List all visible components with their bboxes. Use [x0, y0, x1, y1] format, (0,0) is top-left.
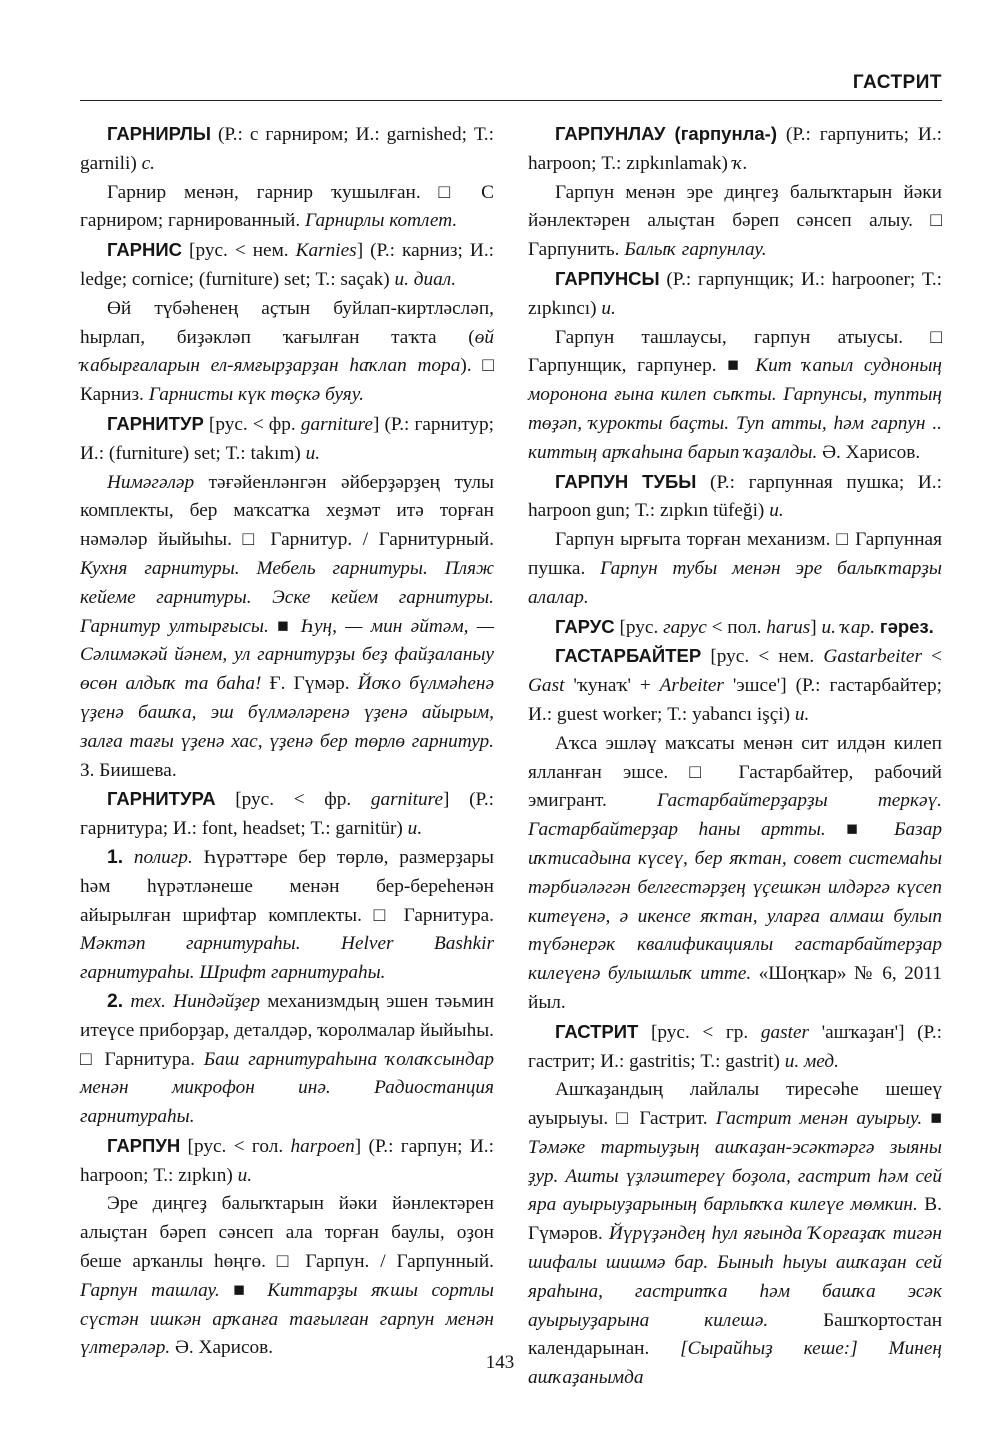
dictionary-paragraph: [528, 324, 942, 468]
dictionary-paragraph: [80, 120, 494, 179]
headword: ГАРПУНЛАУ (гарпунла-): [555, 123, 778, 144]
text-run: Һуң, — мин әйтәм, — Сәлимәкәй йәнем, ул гарнитурҙы беҙ файҙаланыу өсөн алдыҡ та баһа!: [80, 615, 494, 695]
text-run: <: [921, 646, 942, 668]
text-run: и.: [769, 500, 784, 522]
text-run: 2.: [107, 990, 124, 1012]
text-run: ] (Р.: карниз; И.: ledge; cornice; (furniture) set; Т.: saçak): [80, 240, 494, 290]
text-run: 1.: [107, 846, 124, 868]
text-run: Гарнисты күк төҫкә буяу.: [148, 384, 364, 406]
text-run: [Сырайһыҙ кеше:] Минең ашҡаҙанымда: [528, 1338, 942, 1389]
dictionary-paragraph: [528, 265, 942, 324]
example-marker: ■: [277, 615, 293, 637]
example-marker: ■: [930, 1108, 942, 1130]
text-run: ҡ.: [732, 152, 748, 174]
text-run: Һүрәттәре бер төрлө, размерҙары һәм һүрәтләнеше менән бер-береһенән айырылған шрифтар комплекты. □ Гарнитура.: [80, 846, 494, 926]
text-run: ]: [810, 616, 822, 638]
dictionary-paragraph: [80, 1190, 494, 1363]
dictionary-paragraph: [528, 730, 942, 1018]
text-run: Гарпун ташлаусы, гарпун атыусы. □ Гарпунщик, гарпунер.: [528, 326, 942, 377]
text-run: тех.: [123, 990, 166, 1012]
text-run: З. Биишева.: [80, 759, 177, 781]
dictionary-paragraph: [80, 469, 494, 786]
headword: ГАРПУНСЫ: [555, 267, 660, 289]
text-run: Эре диңгеҙ балыҡтарын йәки йәнлектәрен алыҫтан бәреп сәнсеп ала торған баулы, оҙон беше арҡанлы һөңгө. □ Гарпун. / Гарпунный.: [80, 1193, 494, 1273]
text-run: Гарпун ташлау.: [80, 1279, 234, 1301]
text-run: [рус.: [614, 616, 664, 638]
text-run: (Р.: гарпунщик; И.: harpooner; Т.: zıpkıncı): [528, 268, 942, 319]
running-header: [80, 64, 942, 101]
text-run: Гарпун тубы менән эре балыҡтарҙы алалар.: [528, 557, 942, 608]
text-run: Гастарбайтерҙарҙы теркәү. Гастарбайтерҙар һаны артты.: [528, 790, 942, 841]
text-run: 'ашҡаҙан'] (Р.: гастрит; И.: gastritis; Т.: gastrit): [528, 1021, 942, 1072]
text-run: механизмдың эшен тәьмин итеүсе приборҙар, деталдәр, ҡоролмалар йыйыһы. □ Гарнитура.: [80, 990, 494, 1070]
text-run: Ашҡаҙандың лайлалы тиресәһе шешеү ауырыуы. □ Гастрит.: [528, 1079, 942, 1130]
text-run: Гастрит менән ауырыу.: [715, 1108, 931, 1130]
dictionary-paragraph: [80, 844, 494, 988]
page-number: 143: [485, 1352, 515, 1373]
example-marker: ■: [727, 355, 745, 377]
text-run: garniture: [370, 789, 444, 811]
text-run: Мәктәп гарнитураһы. Helver Bashkir гарнитураһы. Шрифт гарнитураһы.: [80, 933, 494, 984]
text-run: Gastarbeiter: [823, 646, 922, 668]
text-run: Ғ. Гүмәр.: [261, 673, 358, 695]
text-run: Киттарҙы яҡшы сортлы сүстән ишкән арҡанға тағылған гарпун менән үлтерәләр.: [80, 1279, 494, 1359]
dictionary-paragraph: [528, 642, 942, 729]
headword: ГАРНИТУРА: [107, 788, 216, 810]
text-run: Йүрүҙәндең һул яғында Ҡорғаҙаҡ тигән шифалы шишмә бар. Быныһ һыуы ашҡаҙан сей яраһына, гастритҡа һәм башҡа эсәк ауырыуҙарына килешә.: [528, 1223, 942, 1331]
text-run: Arbeiter: [659, 675, 724, 697]
text-run: Йоҡо бүлмәһенә үҙенә башҡа, эш бүлмәләренә үҙенә айырым, залға тағы үҙенә хас, үҙенә бер төрлө гарнитур.: [80, 673, 495, 752]
dictionary-paragraph: [528, 1018, 942, 1077]
text-run: garniture: [300, 413, 373, 435]
text-run: ] (Р.: гарнитур; И.: (furniture) set; Т.: takım): [80, 413, 494, 464]
dictionary-paragraph: [80, 179, 494, 237]
text-run: < пол.: [706, 616, 767, 638]
text-run: Тәмәке тартыуҙың ашҡаҙан-эсәктәргә зыяны ҙур. Ашты үҙләштереү боҙола, гастрит һәм сей яра ауырыуҙарының барлыҡҡа килеүе мөмкин.: [528, 1136, 942, 1216]
dictionary-paragraph: [80, 295, 494, 410]
text-run: Ниндәйҙер: [173, 990, 260, 1012]
text-run: и.: [407, 818, 423, 840]
headword: ГАРНИРЛЫ: [107, 123, 211, 144]
text-run: Гарпун ырғыта торған механизм. □ Гарпунная пушка.: [528, 529, 942, 579]
text-run: Gast: [528, 675, 565, 697]
text-run: и. диал.: [394, 268, 457, 290]
running-head-word: ГАСТРИТ: [852, 72, 942, 93]
text-run: 'ҡунаҡ' +: [564, 675, 660, 697]
text-run: (Р.: с гарниром; И.: garnished; Т.: garnili): [80, 124, 494, 174]
example-marker: ■: [233, 1279, 254, 1301]
right-column: [528, 120, 942, 1393]
text-run: Ә. Харисов.: [817, 441, 921, 463]
headword: ГАСТАРБАЙТЕР: [555, 645, 702, 667]
text-run: Аҡса эшләү маҡсаты менән сит илдән килеп ялланған эшсе. □ Гастарбайтер, рабочий эмигрант.: [528, 732, 942, 812]
dictionary-paragraph: [80, 236, 494, 295]
headword: ГАРПУН ТУБЫ: [555, 470, 697, 492]
text-run: Karnies: [295, 240, 357, 262]
text-run: Гарнирлы котлет.: [305, 210, 458, 232]
text-run: Базар иҡтисадына күсеү, бер яҡтан, совет системаһы тәрбиәләгән белгестәрҙең үҫешкән илдәргә күсеп китеүенә, ә икенсе яҡтан, уларға алмаш булып түбәнерәк квалификациялы гастарбайтерҙар килеүенә булышлыҡ итте.: [528, 819, 942, 985]
text-run: Ә. Харисов.: [170, 1337, 274, 1359]
text-run: harpoen: [290, 1135, 355, 1157]
dictionary-paragraph: [80, 785, 494, 844]
text-run: Баш гарнитураһына ҡолаҡсындар менән микрофон инә. Радиостанция гарнитураһы.: [80, 1048, 495, 1128]
text-run: gaster: [760, 1021, 810, 1043]
dictionary-paragraph: [80, 1132, 494, 1191]
headword: гәрез.: [879, 615, 934, 637]
text-run: (Р.: гарпунная пушка; И.: harpoon gun; Т.: zıpkın tüfeği): [528, 471, 942, 522]
text-run: и. мед.: [784, 1050, 839, 1072]
text-run: [рус. < нем.: [701, 646, 824, 668]
headword: ГАСТРИТ: [555, 1020, 639, 1042]
dictionary-paragraph: [80, 410, 494, 469]
text-run: Гарнир менән, гарнир ҡушылған. □ С гарниром; гарнированный.: [80, 181, 494, 232]
headword: ГАРНИС: [107, 239, 183, 261]
text-run: и.: [237, 1164, 253, 1186]
left-column: [80, 120, 494, 1363]
dictionary-paragraph: [528, 613, 942, 643]
text-run: harus: [766, 616, 811, 638]
text-run: Кит ҡапыл судноның моронона ғына килеп сыҡты. Гарпунсы, туптың төҙәп, ҡурокты баҫты. Туп атты, һәм гарпун .. киттың арҡаһына барып ҡаҙалды.: [528, 355, 942, 463]
text-run: [рус. < фр.: [203, 413, 301, 435]
text-run: ] (Р.: гарнитура; И.: font, headset; Т.: garnitür): [80, 789, 495, 840]
text-run: гарус: [663, 616, 707, 638]
example-marker: ■: [846, 819, 874, 841]
text-run: полигр.: [123, 846, 193, 868]
text-run: 'эшсе'] (Р.: гастарбайтер; И.: guest worker; Т.: yabancı işçi): [528, 675, 942, 725]
text-run: и.: [305, 442, 321, 464]
dictionary-paragraph: [528, 468, 942, 527]
headword: ГАРНИТУР: [107, 412, 204, 434]
text-run: [рус. < фр.: [215, 789, 371, 811]
text-run: Кухня гарнитуры. Мебель гарнитуры. Пляж кейеме гарнитуры. Эске кейем гарнитуры. Гарнитур ултырғысы.: [80, 557, 494, 637]
text-run: ). □ Карниз.: [80, 355, 494, 406]
dictionary-paragraph: [528, 120, 942, 179]
text-run: Башҡортостан календарынан.: [528, 1309, 943, 1360]
text-run: В. Гүмәров.: [528, 1194, 942, 1245]
headword: ГАРПУН: [107, 1134, 181, 1156]
text-run: Гарпун менән эре диңгеҙ балыҡтарын йәки йәнлектәрен алыҫтан бәреп сәнсеп алыу. □ Гарпунить.: [528, 181, 942, 261]
text-run: ] (Р.: гарпун; И.: harpoon; Т.: zıpkın): [80, 1135, 494, 1186]
dictionary-paragraph: [528, 1076, 942, 1393]
text-run: [рус. < гол.: [180, 1135, 291, 1157]
text-run: [рус. < гр.: [638, 1021, 761, 1043]
text-run: Нимәгәләр: [107, 471, 195, 493]
text-run: тәғәйенләнгән әйберҙәрҙең тулы комплекты, бер маҡсатҡа хеҙмәт итә торған нәмәләр йыйыһы. □ Гарнитур. / Гарнитурный.: [80, 471, 494, 551]
headword: ГАРУС: [555, 615, 615, 637]
text-run: Өй түбәһенең аҫтын буйлап-киртләсләп, һырлап, биҙәкләп ҡағылған таҡта (: [80, 297, 494, 348]
text-run: өй ҡабырғаларын ел-ямғырҙарҙан һаҡлап тора: [80, 326, 494, 377]
text-run: и.: [794, 703, 810, 725]
dictionary-paragraph: [80, 988, 494, 1132]
text-run: «Шоңҡар» № 6, 2011 йыл.: [528, 963, 942, 1013]
text-run: с.: [141, 152, 155, 174]
text-run: (Р.: гарпунить; И.: harpoon; Т.: zıpkınlamak): [528, 124, 942, 174]
text-run: Балыҡ гарпунлау.: [624, 239, 767, 261]
text-run: и.: [601, 297, 616, 319]
dictionary-paragraph: [528, 179, 942, 265]
text-run: и. ҡар.: [821, 616, 876, 638]
dictionary-paragraph: [528, 526, 942, 612]
text-run: [рус. < нем.: [182, 240, 296, 262]
